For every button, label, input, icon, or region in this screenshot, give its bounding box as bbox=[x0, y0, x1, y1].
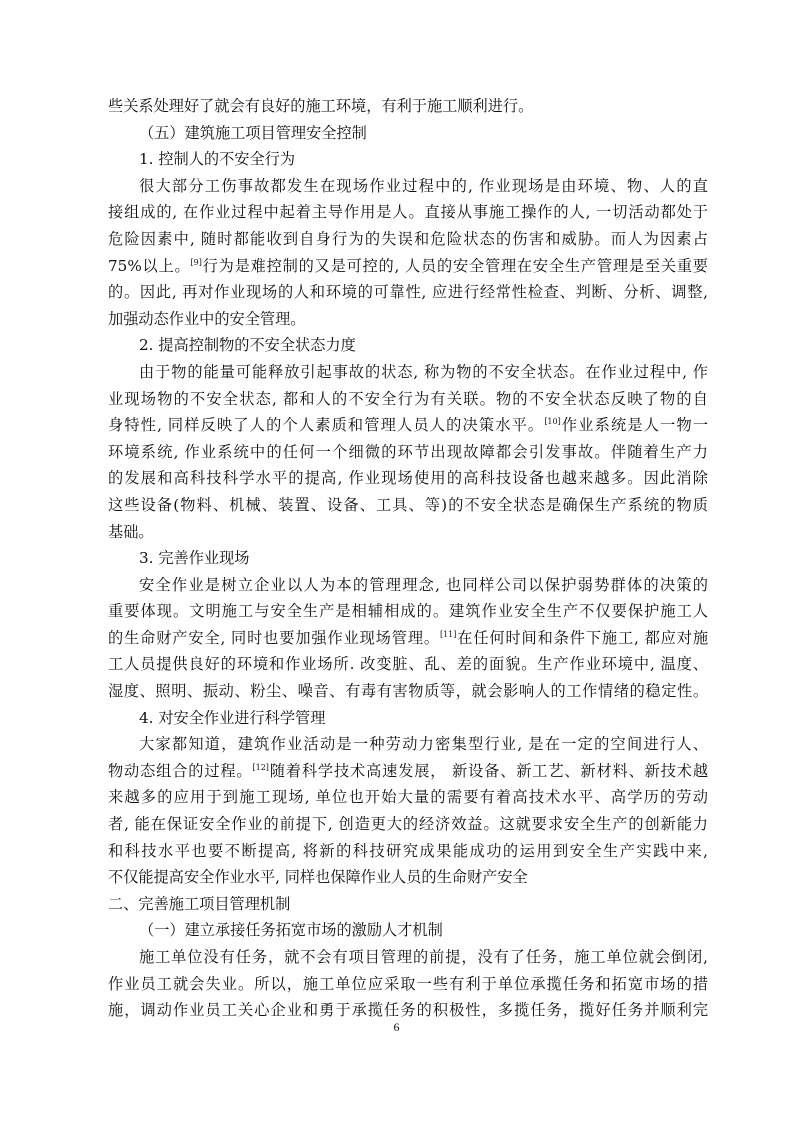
line-text: 不仅能提高安全作业水平, 同样也保障作业人员的生命财产安全 bbox=[108, 868, 528, 887]
line-text: 工人员提供良好的环境和作业场所. 改变脏、乱、差的面貌。生产作业环境中, 温度、 bbox=[108, 655, 708, 674]
text-line bbox=[108, 412, 708, 439]
line-text: 身特性, 同样反映了人的个人素质和管理人员人的决策水平。 bbox=[108, 416, 545, 435]
text-line bbox=[108, 199, 708, 226]
text-line bbox=[108, 944, 708, 971]
line-text: 施工单位没有任务，就不会有项目管理的前提，没有了任务，施工单位就会倒闭, bbox=[139, 948, 708, 966]
line-text: 二、完善施工项目管理机制 bbox=[108, 894, 291, 913]
line-text: 者, 能在保证安全作业的前提下, 创造更大的经济效益。这就要求安全生产的创新能力 bbox=[108, 815, 708, 834]
line-text: 来越多的应用于到施工现场, 单位也开始大量的需要有着高技术水平、高学历的劳动 bbox=[108, 788, 708, 807]
text-line bbox=[108, 93, 708, 120]
line-text: （一）建立承接任务拓宽市场的激励人才机制 bbox=[139, 921, 443, 940]
line-text: 的。因此, 再对作业现场的人和环境的可靠性, 应进行经常性检查、判断、分析、调整, bbox=[108, 283, 708, 302]
text-line bbox=[108, 120, 708, 147]
text-line bbox=[108, 625, 708, 652]
text-line bbox=[108, 758, 708, 785]
text-line bbox=[108, 917, 708, 944]
line-text: 物动态组合的过程。 bbox=[108, 761, 253, 780]
line-text-continued: 在任何时间和条件下施工, 都应对施 bbox=[456, 628, 708, 647]
text-line bbox=[108, 386, 708, 413]
text-line bbox=[108, 651, 708, 678]
line-text: 作业员工就会失业。所以，施工单位应采取一些有利于单位承揽任务和拓宽市场的措 bbox=[108, 974, 708, 993]
line-text: 些关系处理好了就会有良好的施工环境，有利于施工顺利进行。 bbox=[108, 97, 534, 115]
text-line bbox=[108, 811, 708, 838]
text-line bbox=[108, 598, 708, 625]
text-line bbox=[108, 439, 708, 466]
line-text: 4. 对安全作业进行科学管理 bbox=[139, 708, 326, 727]
line-text: 的发展和高科技科学水平的提高, 作业现场使用的高科技设备也越来越多。因此消除 bbox=[108, 469, 708, 488]
document-body bbox=[108, 93, 708, 1024]
text-line bbox=[108, 891, 708, 918]
line-text: 基础。 bbox=[108, 522, 154, 541]
text-line bbox=[108, 784, 708, 811]
line-text: 重要体现。文明施工与安全生产是相辅相成的。建筑作业安全生产不仅要保护施工人 bbox=[108, 602, 708, 621]
line-text: 湿度、照明、振动、粉尘、噪音、有毒有害物质等，就会影响人的工作情绪的稳定性。 bbox=[108, 682, 708, 701]
text-line bbox=[108, 545, 708, 572]
text-line bbox=[108, 519, 708, 546]
text-line bbox=[108, 731, 708, 758]
text-line bbox=[108, 971, 708, 998]
line-text: 75%以上。 bbox=[108, 256, 191, 275]
text-line bbox=[108, 864, 708, 891]
text-line bbox=[108, 173, 708, 200]
line-text: 环境系统, 作业系统中的任何一个细微的环节出现故障都会引发事故。伴随着生产力 bbox=[108, 442, 708, 461]
text-line bbox=[108, 678, 708, 705]
line-text: 加强动态作业中的安全管理。 bbox=[108, 309, 306, 328]
line-text: 这些设备(物料、机械、装置、设备、工具、等)的不安全状态是确保生产系统的物质 bbox=[108, 495, 708, 514]
line-text: 安全作业是树立企业以人为本的管理理念, 也同样公司以保护弱势群体的决策的 bbox=[139, 575, 708, 594]
citation-mark: [12] bbox=[252, 762, 269, 772]
text-line bbox=[108, 279, 708, 306]
line-text: 施，调动作业员工关心企业和勇于承揽任务的积极性，多揽任务，揽好任务并顺利完 bbox=[108, 1001, 708, 1020]
text-line bbox=[108, 838, 708, 865]
line-text: 和科技水平也要不断提高, 将新的科技研究成果能成功的运用到安全生产实践中来, bbox=[108, 841, 708, 860]
text-line bbox=[108, 465, 708, 492]
text-line bbox=[108, 146, 708, 173]
citation-mark: [10] bbox=[544, 417, 561, 427]
line-text: 很大部分工伤事故都发生在现场作业过程中的, 作业现场是由环境、物、人的直 bbox=[139, 176, 708, 195]
text-line bbox=[108, 572, 708, 599]
line-text: 由于物的能量可能释放引起事故的状态, 称为物的不安全状态。在作业过程中, 作 bbox=[139, 362, 708, 381]
page-number: 6 bbox=[393, 1020, 400, 1034]
line-text-continued: 随着科学技术高速发展， 新设备、新工艺、新材料、新技术越 bbox=[268, 761, 708, 780]
line-text: 危险因素中, 随时都能收到自身行为的失误和危险状态的伤害和威胁。而人为因素占 bbox=[108, 229, 708, 248]
line-text: 业现场物的不安全状态, 都和人的不安全行为有关联。物的不安全状态反映了物的自 bbox=[108, 389, 708, 408]
line-text-continued: 作业系统是人一物一 bbox=[560, 416, 708, 435]
text-line bbox=[108, 492, 708, 519]
line-text: 接组成的, 在作业过程中起着主导作用是人。直接从事施工操作的人, 一切活动都处于 bbox=[108, 203, 708, 222]
line-text: 1. 控制人的不安全行为 bbox=[139, 150, 296, 169]
line-text: 大家都知道，建筑作业活动是一种劳动力密集型行业, 是在一定的空间进行人、 bbox=[139, 735, 708, 754]
text-line bbox=[108, 306, 708, 333]
line-text: 2. 提高控制物的不安全状态力度 bbox=[139, 336, 356, 355]
text-line bbox=[108, 705, 708, 732]
line-text: 的生命财产安全, 同时也要加强作业现场管理。 bbox=[108, 628, 440, 647]
line-text-continued: 行为是难控制的又是可控的, 人员的安全管理在安全生产管理是至关重要 bbox=[201, 256, 708, 275]
citation-mark: [11] bbox=[439, 629, 457, 639]
line-text: 3. 完善作业现场 bbox=[139, 549, 250, 568]
line-text: （五）建筑施工项目管理安全控制 bbox=[139, 123, 367, 142]
citation-mark: [9] bbox=[190, 257, 202, 267]
text-line bbox=[108, 332, 708, 359]
text-line bbox=[108, 253, 708, 280]
text-line bbox=[108, 226, 708, 253]
text-line bbox=[108, 359, 708, 386]
